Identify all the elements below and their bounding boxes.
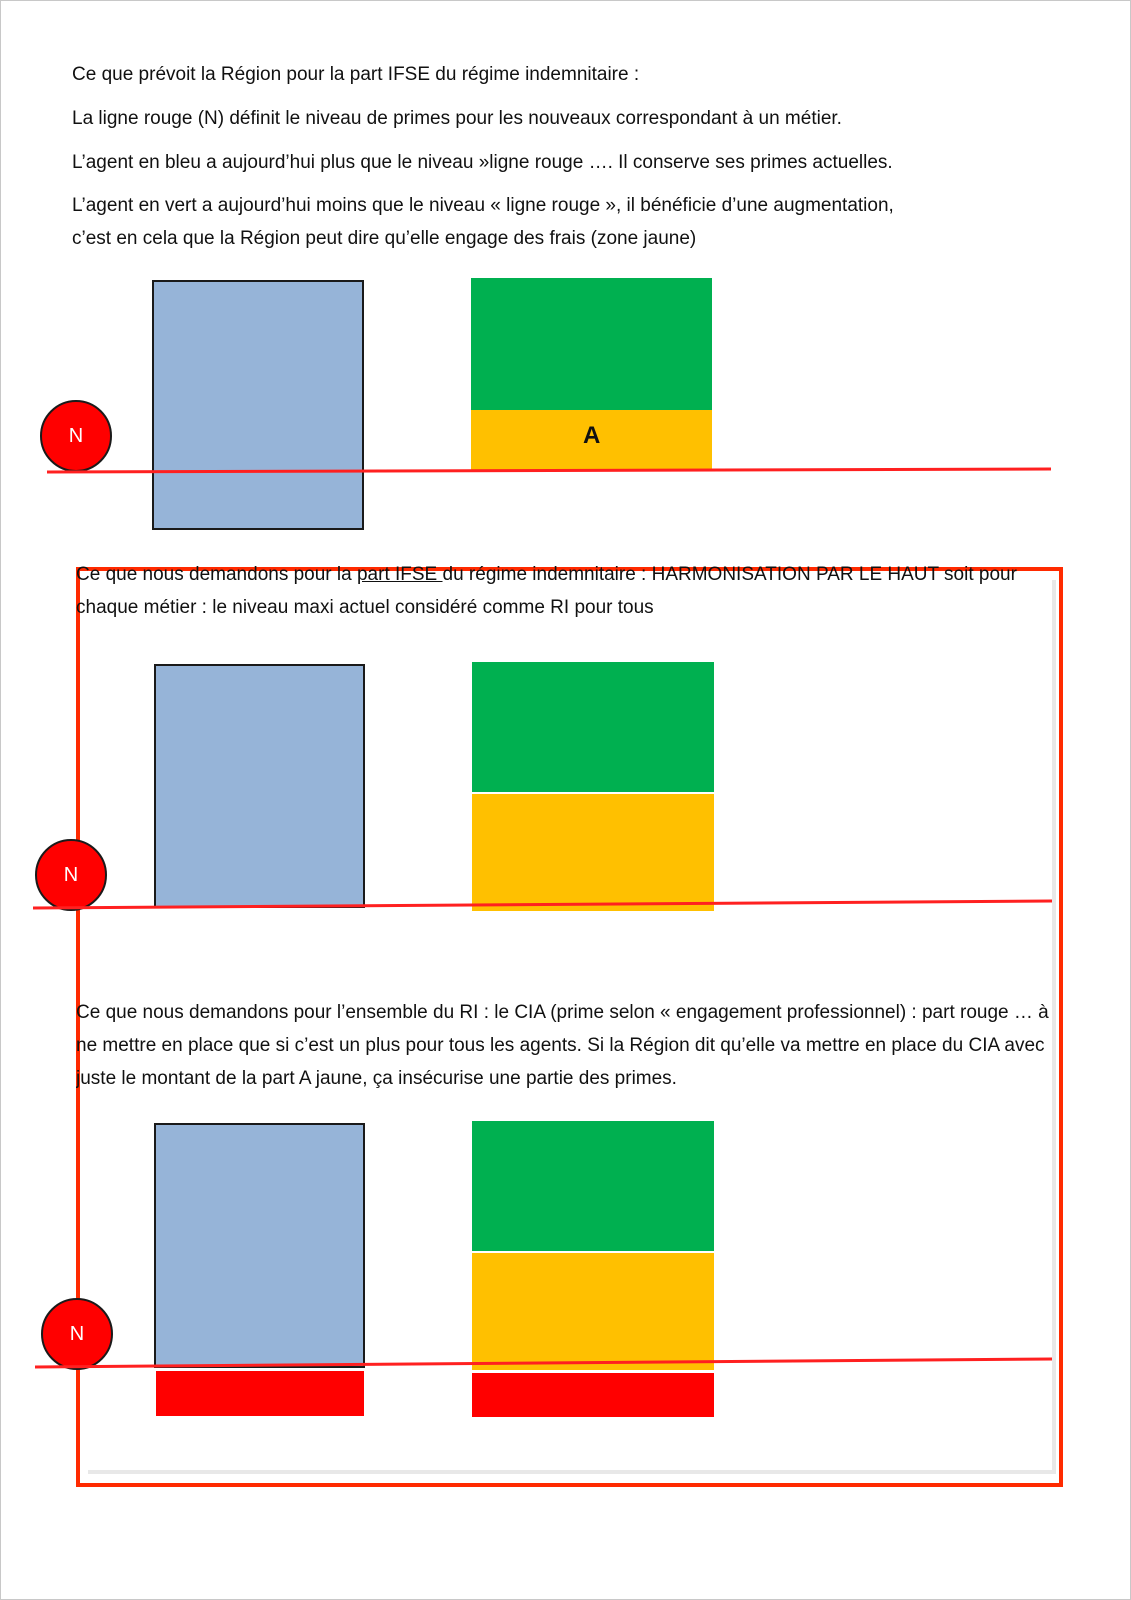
section1-line2: L’agent en bleu a aujourd’hui plus que le niveau »ligne rouge …. Il conserve ses primes actuelles.: [72, 152, 893, 173]
section1-line3a: L’agent en vert a aujourd’hui moins que le niveau « ligne rouge », il bénéficie d’une augmentation,: [72, 195, 894, 216]
section3-text: Ce que nous demandons pour l’ensemble du RI : le CIA (prime selon « engagement professionnel) : part rouge … à ne mettre en place que si c’est un plus pour tous les agents. Si la Région dit qu’elle va mettre en place du CIA avec juste le montant de la part A jaune, ça insécurise une partie des primes.: [76, 1002, 1049, 1089]
red-line-n-1: [47, 469, 1051, 472]
zone-a-label: A: [583, 422, 601, 449]
section2-text-after: du régime indemnitaire : HARMONISATION PAR LE HAUT soit pour chaque métier : le niveau maxi actuel considéré comme RI pour tous: [76, 564, 1017, 618]
section1-title: Ce que prévoit la Région pour la part IFSE du régime indemnitaire :: [72, 64, 640, 85]
red-line-n-2: [33, 901, 1052, 908]
n-circle-1: N: [40, 400, 112, 472]
section1-line1: La ligne rouge (N) définit le niveau de primes pour les nouveaux correspondant à un métier.: [72, 108, 842, 129]
section2-text-before: Ce que nous demandons pour la: [76, 564, 357, 585]
red-line-n-3: [35, 1359, 1052, 1367]
section2-text-underlined: part IFSE: [356, 564, 443, 585]
section1-line3b: c’est en cela que la Région peut dire qu’elle engage des frais (zone jaune): [72, 228, 697, 249]
n-circle-3: N: [41, 1298, 113, 1370]
n-circle-2: N: [35, 839, 107, 911]
